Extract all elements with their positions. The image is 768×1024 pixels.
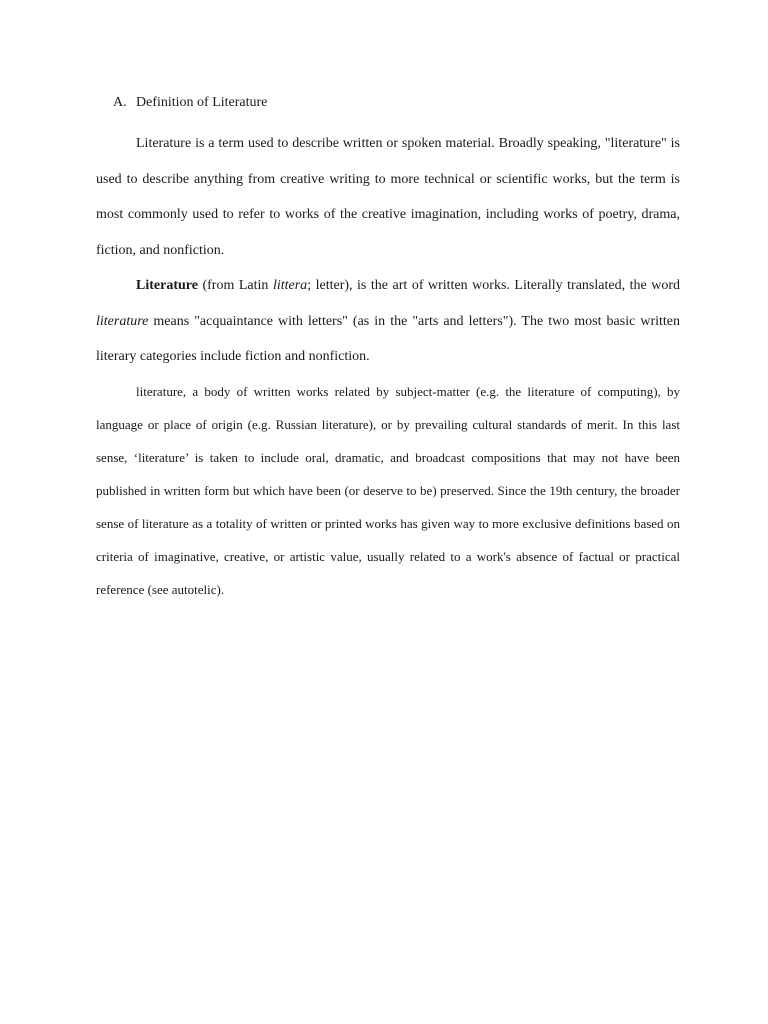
bold-term-literature: Literature: [136, 278, 198, 293]
section-heading: [96, 92, 680, 114]
etymology-text-2: ; letter), is the art of written works. Literally translated, the word: [307, 278, 680, 293]
etymology-text-1: (from Latin: [197, 278, 273, 293]
section-title: Definition of Literature: [136, 95, 268, 110]
latin-word-littera: littera: [272, 278, 308, 293]
section-marker: A.: [113, 95, 127, 110]
paragraph-literature-etymology: [96, 268, 680, 375]
paragraph-literature-term: Literature is a term used to describe written or spoken material. Broadly speaking, "literature" is used to describe anything from creative writing to more technical or scientific works, but the term is most commonly used to refer to works of the creative imagination, including works of poetry, drama, fiction, and nonfiction.: [96, 136, 680, 258]
paragraph-literature-body-of-works: literature, a body of written works related by subject-matter (e.g. the literature of computing), by language or place of origin (e.g. Russian literature), or by prevailing cultural standards of merit. In this last sense, ‘literature’ is taken to include oral, dramatic, and broadcast compositions that may not have been published in written form but which have been (or deserve to be) preserved. Since the 19th century, the broader sense of literature as a totality of written or printed works has given way to more exclusive definitions based on criteria of imaginative, creative, or artistic value, usually related to a work's absence of factual or practical reference (see autotelic).: [96, 383, 680, 597]
document-body: [96, 92, 680, 606]
italic-word-literature: literature: [96, 313, 149, 329]
etymology-text-3: means "acquaintance with letters" (as in the "arts and letters"). The two most basic written literary categories include fiction and nonfiction.: [96, 313, 680, 364]
